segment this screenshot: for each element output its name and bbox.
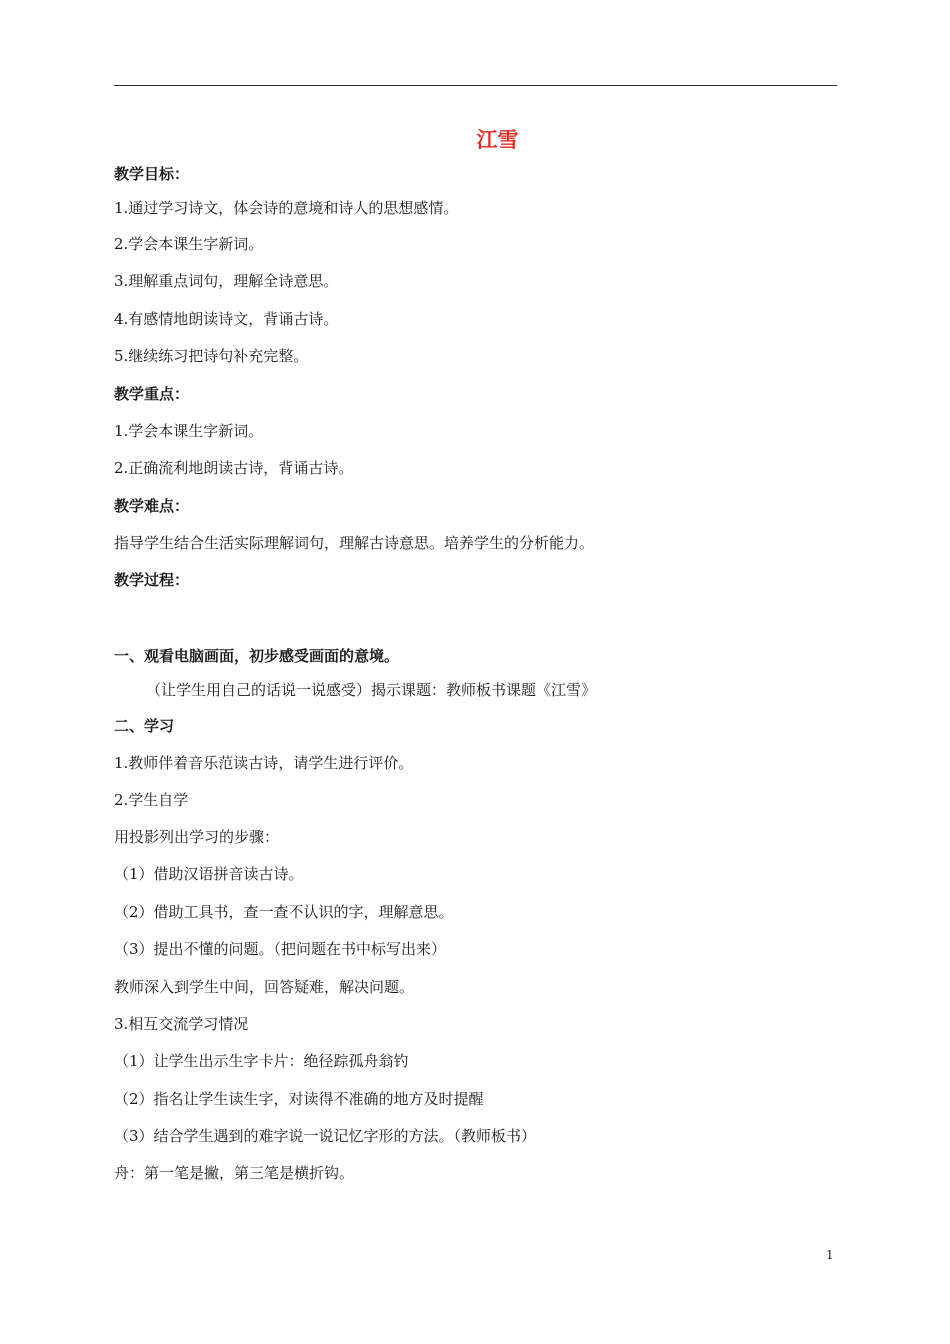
difficulty-text: 指导学生结合生活实际理解词句，理解古诗意思。培养学生的分析能力。	[114, 534, 595, 552]
objectives-heading: 教学目标：	[114, 165, 190, 183]
process-heading: 教学过程：	[114, 571, 190, 589]
part2-line: 3.相互交流学习情况	[114, 1015, 249, 1033]
objective-item: 5.继续练习把诗句补充完整。	[114, 347, 309, 365]
key-point-item: 1.学会本课生字新词。	[114, 422, 264, 440]
part2-line: （3）提出不懂的问题。（把问题在书中标写出来）	[114, 940, 447, 958]
part2-line: 舟：第一笔是撇，第三笔是横折钩。	[114, 1164, 355, 1182]
part1-heading: 一、观看电脑画面，初步感受画面的意境。	[114, 647, 400, 665]
part2-line: 用投影列出学习的步骤：	[114, 828, 280, 846]
objective-item: 1.通过学习诗文，体会诗的意境和诗人的思想感情。	[114, 199, 459, 217]
part2-line: （3）结合学生遇到的难字说一说记忆字形的方法。（教师板书）	[114, 1127, 537, 1145]
document-title: 江雪	[476, 127, 519, 152]
part2-line: （2）指名让学生读生字，对读得不准确的地方及时提醒	[114, 1090, 484, 1108]
key-point-item: 2.正确流利地朗读古诗，背诵古诗。	[114, 459, 354, 477]
part2-line: 1.教师伴着音乐范读古诗，请学生进行评价。	[114, 754, 414, 772]
header-rule	[114, 85, 837, 86]
part1-text: （让学生用自己的话说一说感受）揭示课题：教师板书课题《江雪》	[146, 681, 597, 699]
difficulty-heading: 教学难点：	[114, 497, 190, 515]
objective-item: 4.有感情地朗读诗文，背诵古诗。	[114, 310, 339, 328]
key-points-heading: 教学重点：	[114, 385, 190, 403]
part2-line: （1）让学生出示生字卡片：绝径踪孤舟翁钓	[114, 1052, 409, 1070]
objective-item: 2.学会本课生字新词。	[114, 235, 264, 253]
part2-heading: 二、学习	[114, 717, 175, 735]
objective-item: 3.理解重点词句，理解全诗意思。	[114, 272, 339, 290]
page-number: 1	[826, 1248, 834, 1262]
part2-line: （1）借助汉语拼音读古诗。	[114, 865, 304, 883]
part2-line: 2.学生自学	[114, 791, 189, 809]
part2-line: （2）借助工具书，查一查不认识的字，理解意思。	[114, 903, 454, 921]
part2-line: 教师深入到学生中间，回答疑难，解决问题。	[114, 978, 415, 996]
